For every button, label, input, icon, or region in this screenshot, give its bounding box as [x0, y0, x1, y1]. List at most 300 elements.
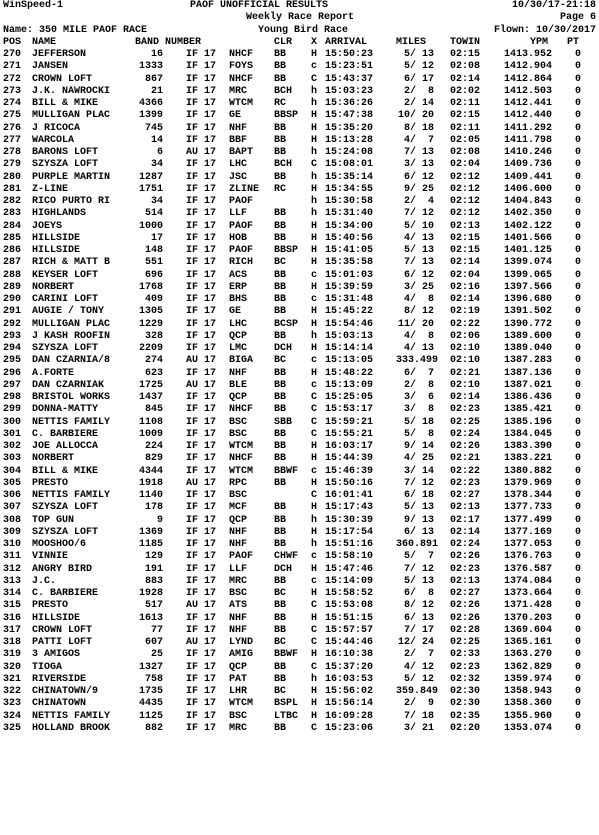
- cell-club: NHCF: [229, 73, 254, 85]
- cell-towin: 02:24: [450, 539, 481, 550]
- cell-pos: 285: [3, 232, 22, 244]
- table-row: [0, 441, 599, 453]
- cell-towin: 02:26: [450, 612, 481, 624]
- cell-club: GE: [229, 306, 242, 318]
- cell-clr: CHWF: [274, 551, 299, 563]
- cell-band: 1369: [138, 526, 163, 538]
- cell-club: NHF: [229, 624, 248, 636]
- cell-arrival: 15:44:46: [325, 637, 374, 648]
- cell-species: AU 17: [186, 477, 217, 489]
- table-row: [0, 331, 599, 343]
- cell-miles: 7/ 18: [404, 710, 435, 722]
- cell-arrival: 15:23:51: [325, 61, 374, 73]
- cell-pt: 0: [574, 171, 581, 183]
- cell-club: MRC: [229, 85, 248, 97]
- table-row: [0, 294, 599, 306]
- cell-miles: 5/ 18: [404, 416, 435, 428]
- cell-name: HILLSIDE: [32, 232, 81, 244]
- table-row: [0, 172, 599, 184]
- cell-sex: H: [310, 710, 317, 722]
- cell-clr: BB: [274, 404, 287, 416]
- cell-arrival: 15:37:20: [325, 661, 374, 673]
- cell-ypm: 1399.074: [503, 257, 552, 269]
- cell-sex: c: [310, 379, 317, 391]
- cell-species: AU 17: [186, 147, 217, 158]
- cell-club: PAT: [229, 673, 248, 685]
- cell-band: 1009: [138, 428, 163, 440]
- cell-miles: 11/ 20: [398, 318, 435, 330]
- header-line-2: [0, 12, 599, 24]
- col-ypm: YPM: [530, 36, 549, 48]
- cell-towin: 02:14: [450, 392, 481, 403]
- cell-miles: 3/ 8: [404, 404, 435, 416]
- cell-pt: 0: [574, 649, 581, 661]
- cell-sex: H: [310, 588, 317, 599]
- cell-club: FOYS: [229, 61, 254, 73]
- report-title: PAOF UNOFFICIAL RESULTS: [190, 0, 329, 11]
- cell-ypm: 1401.125: [503, 245, 552, 256]
- cell-towin: 02:10: [450, 379, 481, 391]
- cell-pt: 0: [574, 710, 581, 722]
- cell-pos: 291: [3, 306, 22, 318]
- cell-pos: 288: [3, 269, 22, 281]
- table-row: [0, 392, 599, 404]
- cell-clr: BB: [274, 171, 287, 183]
- cell-name: CROWN LOFT: [32, 624, 93, 636]
- cell-name: 3 AMIGOS: [32, 649, 81, 661]
- cell-club: BAPT: [229, 147, 254, 158]
- cell-miles: 7/ 12: [404, 477, 435, 489]
- table-row: [0, 613, 599, 625]
- cell-sex: c: [310, 61, 317, 73]
- table-row: [0, 429, 599, 441]
- cell-ypm: 1377.499: [503, 514, 552, 526]
- cell-clr: BB: [274, 526, 287, 538]
- cell-club: BSC: [229, 710, 248, 722]
- table-row: [0, 698, 599, 710]
- flown-date: Flown: 10/30/2017: [493, 24, 596, 36]
- cell-sex: H: [310, 502, 317, 514]
- cell-club: MRC: [229, 722, 248, 734]
- cell-club: MRC: [229, 575, 248, 587]
- cell-club: WTCM: [229, 465, 254, 477]
- cell-club: ACS: [229, 269, 248, 281]
- cell-clr: BB: [274, 306, 287, 318]
- cell-species: IF 17: [186, 343, 217, 354]
- cell-arrival: 16:03:53: [325, 673, 374, 685]
- cell-arrival: 16:03:17: [325, 441, 374, 452]
- cell-sex: C: [310, 624, 317, 636]
- cell-pos: 314: [3, 588, 22, 599]
- cell-miles: 4/ 13: [404, 232, 435, 244]
- cell-ypm: 1406.600: [503, 183, 552, 195]
- race-name: Name: 350 MILE PAOF RACE: [3, 24, 148, 36]
- cell-sex: C: [310, 490, 317, 501]
- cell-arrival: 15:59:21: [325, 416, 374, 428]
- cell-arrival: 15:30:39: [325, 514, 374, 526]
- cell-name: MULLIGAN PLAC: [32, 110, 111, 122]
- cell-pt: 0: [574, 441, 581, 452]
- cell-towin: 02:21: [450, 367, 481, 379]
- cell-species: IF 17: [186, 98, 217, 109]
- cell-towin: 02:08: [450, 61, 481, 73]
- cell-band: 17: [150, 232, 163, 244]
- cell-sex: c: [310, 465, 317, 477]
- cell-species: IF 17: [186, 624, 217, 636]
- cell-ypm: 1376.763: [503, 551, 552, 563]
- cell-pt: 0: [574, 588, 581, 599]
- cell-arrival: 15:13:09: [325, 379, 374, 391]
- cell-species: IF 17: [186, 612, 217, 624]
- cell-miles: 6/ 12: [404, 269, 435, 281]
- column-header-row: [0, 37, 599, 49]
- cell-arrival: 15:03:23: [325, 85, 374, 97]
- cell-miles: 5/ 13: [404, 245, 435, 256]
- cell-ypm: 1399.065: [503, 269, 552, 281]
- table-row: [0, 453, 599, 465]
- cell-band: 148: [144, 245, 163, 256]
- cell-species: IF 17: [186, 428, 217, 440]
- cell-sex: h: [310, 514, 317, 526]
- cell-pt: 0: [574, 637, 581, 648]
- cell-arrival: 15:44:39: [325, 453, 374, 465]
- header-line-1: [0, 0, 599, 12]
- cell-clr: BB: [274, 49, 287, 60]
- cell-pos: 271: [3, 61, 22, 73]
- cell-arrival: 15:14:09: [325, 575, 374, 587]
- cell-clr: BB: [274, 502, 287, 514]
- cell-sex: h: [310, 330, 317, 342]
- cell-towin: 02:23: [450, 563, 481, 575]
- cell-pt: 0: [574, 330, 581, 342]
- cell-name: SZYSZA LOFT: [32, 502, 99, 514]
- cell-clr: BB: [274, 612, 287, 624]
- cell-ypm: 1377.733: [503, 502, 552, 514]
- cell-arrival: 15:47:46: [325, 563, 374, 575]
- cell-pt: 0: [574, 404, 581, 416]
- table-row: [0, 61, 599, 73]
- cell-clr: BB: [274, 61, 287, 73]
- cell-pt: 0: [574, 612, 581, 624]
- cell-clr: BB: [274, 428, 287, 440]
- cell-ypm: 1412.440: [503, 110, 552, 122]
- cell-clr: LTBC: [274, 710, 299, 722]
- table-row: [0, 196, 599, 208]
- cell-arrival: 15:48:22: [325, 367, 374, 379]
- cell-towin: 02:12: [450, 196, 481, 207]
- cell-club: RPC: [229, 477, 248, 489]
- cell-band: 1125: [138, 710, 163, 722]
- cell-clr: BB: [274, 379, 287, 391]
- cell-clr: BC: [274, 355, 287, 367]
- cell-clr: BCH: [274, 159, 293, 171]
- cell-miles: 5/ 13: [404, 502, 435, 514]
- cell-band: 77: [150, 624, 163, 636]
- cell-band: 14: [150, 134, 163, 146]
- cell-band: 2209: [138, 343, 163, 354]
- cell-clr: BBSP: [274, 245, 299, 256]
- cell-towin: 02:23: [450, 661, 481, 673]
- cell-club: JSC: [229, 171, 248, 183]
- cell-band: 551: [144, 257, 163, 269]
- cell-pos: 298: [3, 392, 22, 403]
- header-line-3: [0, 25, 599, 37]
- cell-clr: BC: [274, 637, 287, 648]
- cell-towin: 02:30: [450, 698, 481, 710]
- col-arrival: ARRIVAL: [325, 36, 368, 48]
- cell-towin: 02:15: [450, 232, 481, 244]
- cell-towin: 02:10: [450, 343, 481, 354]
- cell-species: IF 17: [186, 294, 217, 305]
- cell-club: HOB: [229, 232, 248, 244]
- cell-pt: 0: [574, 539, 581, 550]
- cell-band: 4344: [138, 465, 163, 477]
- cell-pos: 297: [3, 379, 22, 391]
- cell-species: IF 17: [186, 453, 217, 465]
- cell-sex: H: [310, 257, 317, 269]
- cell-clr: BB: [274, 575, 287, 587]
- cell-pt: 0: [574, 343, 581, 354]
- cell-pt: 0: [574, 85, 581, 97]
- cell-band: 745: [144, 122, 163, 134]
- cell-pos: 283: [3, 208, 22, 220]
- cell-ypm: 1402.350: [503, 208, 552, 220]
- cell-pos: 284: [3, 220, 22, 232]
- cell-club: WTCM: [229, 98, 254, 109]
- cell-ypm: 1391.502: [503, 306, 552, 318]
- cell-band: 25: [150, 649, 163, 661]
- cell-towin: 02:14: [450, 526, 481, 538]
- cell-sex: h: [310, 171, 317, 183]
- cell-clr: BB: [274, 441, 287, 452]
- table-row: [0, 417, 599, 429]
- cell-band: 883: [144, 575, 163, 587]
- cell-sex: H: [310, 563, 317, 575]
- cell-sex: H: [310, 306, 317, 318]
- cell-miles: 10/ 20: [398, 110, 435, 122]
- cell-pos: 325: [3, 722, 22, 734]
- cell-arrival: 15:24:08: [325, 147, 374, 158]
- cell-miles: 6/ 18: [404, 490, 435, 501]
- cell-ypm: 1365.161: [503, 637, 552, 648]
- cell-sex: H: [310, 245, 317, 256]
- cell-clr: BB: [274, 330, 287, 342]
- cell-pt: 0: [574, 355, 581, 367]
- table-row: [0, 49, 599, 61]
- cell-clr: BB: [274, 294, 287, 305]
- cell-miles: 3/ 13: [404, 159, 435, 171]
- cell-miles: 6/ 8: [404, 588, 435, 599]
- cell-name: SZYSZA LOFT: [32, 159, 99, 171]
- cell-band: 1725: [138, 379, 163, 391]
- cell-clr: BB: [274, 269, 287, 281]
- cell-pos: 321: [3, 673, 22, 685]
- cell-sex: H: [310, 526, 317, 538]
- cell-name: C. BARBIERE: [32, 428, 99, 440]
- cell-pt: 0: [574, 159, 581, 171]
- cell-club: LLF: [229, 208, 248, 220]
- cell-clr: BB: [274, 208, 287, 220]
- cell-club: NHF: [229, 612, 248, 624]
- cell-club: BSC: [229, 416, 248, 428]
- col-towin: TOWIN: [450, 36, 481, 48]
- cell-towin: 02:17: [450, 514, 481, 526]
- cell-towin: 02:21: [450, 453, 481, 465]
- col-band: BAND NUMBER: [135, 36, 202, 48]
- cell-towin: 02:14: [450, 73, 481, 85]
- cell-band: 6: [156, 147, 163, 158]
- col-x: X: [311, 36, 318, 48]
- cell-band: 1437: [138, 392, 163, 403]
- cell-pt: 0: [574, 73, 581, 85]
- cell-species: IF 17: [186, 404, 217, 416]
- cell-pt: 0: [574, 49, 581, 60]
- cell-pt: 0: [574, 232, 581, 244]
- cell-club: BSC: [229, 588, 248, 599]
- cell-towin: 02:05: [450, 134, 481, 146]
- cell-band: 1613: [138, 612, 163, 624]
- cell-species: IF 17: [186, 196, 217, 207]
- cell-pos: 278: [3, 147, 22, 158]
- cell-pos: 302: [3, 441, 22, 452]
- cell-band: 758: [144, 673, 163, 685]
- cell-pt: 0: [574, 196, 581, 207]
- cell-name: NORBERT: [32, 281, 75, 293]
- cell-band: 1287: [138, 171, 163, 183]
- table-row: [0, 123, 599, 135]
- table-row: [0, 208, 599, 220]
- cell-name: BILL & MIKE: [32, 465, 99, 477]
- cell-club: BIGA: [229, 355, 254, 367]
- cell-pt: 0: [574, 208, 581, 220]
- cell-sex: C: [310, 637, 317, 648]
- cell-club: LMC: [229, 343, 248, 354]
- cell-species: IF 17: [186, 526, 217, 538]
- cell-pt: 0: [574, 673, 581, 685]
- cell-sex: H: [310, 318, 317, 330]
- cell-sex: h: [310, 539, 317, 550]
- cell-club: WTCM: [229, 441, 254, 452]
- cell-ypm: 1397.566: [503, 281, 552, 293]
- cell-sex: c: [310, 575, 317, 587]
- cell-species: IF 17: [186, 514, 217, 526]
- table-row: [0, 233, 599, 245]
- cell-clr: BB: [274, 453, 287, 465]
- cell-pos: 299: [3, 404, 22, 416]
- cell-pos: 289: [3, 281, 22, 293]
- cell-sex: c: [310, 294, 317, 305]
- cell-pos: 295: [3, 355, 22, 367]
- table-row: [0, 515, 599, 527]
- cell-towin: 02:11: [450, 122, 481, 134]
- cell-ypm: 1359.974: [503, 673, 552, 685]
- cell-sex: H: [310, 367, 317, 379]
- table-row: [0, 355, 599, 367]
- cell-species: IF 17: [186, 159, 217, 171]
- cell-pt: 0: [574, 661, 581, 673]
- cell-band: 34: [150, 196, 163, 207]
- cell-ypm: 1409.441: [503, 171, 552, 183]
- cell-pos: 311: [3, 551, 22, 563]
- cell-clr: BCH: [274, 85, 293, 97]
- cell-name: NETTIS FAMILY: [32, 416, 111, 428]
- cell-species: IF 17: [186, 85, 217, 97]
- cell-species: IF 17: [186, 698, 217, 710]
- cell-name: BILL & MIKE: [32, 98, 99, 109]
- cell-club: LYND: [229, 637, 254, 648]
- cell-band: 1333: [138, 61, 163, 73]
- cell-club: BLE: [229, 379, 248, 391]
- cell-species: IF 17: [186, 49, 217, 60]
- cell-club: PAOF: [229, 220, 254, 232]
- cell-arrival: 16:10:38: [325, 649, 374, 661]
- cell-pos: 292: [3, 318, 22, 330]
- cell-miles: 333.499: [396, 355, 439, 367]
- col-miles: MILES: [396, 36, 427, 48]
- cell-sex: H: [310, 49, 317, 60]
- cell-band: 16: [150, 49, 163, 60]
- table-row: [0, 649, 599, 661]
- cell-pos: 276: [3, 122, 22, 134]
- cell-ypm: 1383.390: [503, 441, 552, 452]
- cell-miles: 2/ 9: [404, 698, 435, 710]
- report-subtitle: Weekly Race Report: [246, 12, 355, 24]
- cell-ypm: 1358.943: [503, 686, 552, 697]
- cell-towin: 02:35: [450, 710, 481, 722]
- cell-arrival: 15:57:57: [325, 624, 374, 636]
- table-row: [0, 380, 599, 392]
- cell-ypm: 1389.600: [503, 330, 552, 342]
- cell-club: BSC: [229, 490, 248, 501]
- cell-club: LHR: [229, 686, 248, 697]
- table-row: [0, 221, 599, 233]
- cell-sex: H: [310, 698, 317, 710]
- page-number: Page 6: [559, 12, 596, 24]
- cell-name: PRESTO: [32, 477, 69, 489]
- cell-clr: BB: [274, 281, 287, 293]
- cell-arrival: 15:01:03: [325, 269, 374, 281]
- cell-band: 845: [144, 404, 163, 416]
- cell-pos: 294: [3, 343, 22, 354]
- cell-miles: 4/ 12: [404, 661, 435, 673]
- cell-ypm: 1363.270: [503, 649, 552, 661]
- cell-pos: 303: [3, 453, 22, 465]
- cell-pt: 0: [574, 698, 581, 710]
- cell-towin: 02:06: [450, 330, 481, 342]
- cell-miles: 7/ 13: [404, 257, 435, 269]
- cell-species: IF 17: [186, 330, 217, 342]
- cell-sex: h: [310, 85, 317, 97]
- cell-miles: 3/ 6: [404, 392, 435, 403]
- cell-sex: H: [310, 477, 317, 489]
- cell-species: AU 17: [186, 355, 217, 367]
- cell-clr: BB: [274, 477, 287, 489]
- table-row: [0, 319, 599, 331]
- cell-miles: 9/ 25: [404, 183, 435, 195]
- cell-towin: 02:15: [450, 245, 481, 256]
- cell-ypm: 1390.772: [503, 318, 552, 330]
- cell-arrival: 15:45:22: [325, 306, 374, 318]
- cell-ypm: 1378.344: [503, 490, 552, 501]
- cell-arrival: 15:17:43: [325, 502, 374, 514]
- cell-pos: 301: [3, 428, 22, 440]
- cell-sex: C: [310, 404, 317, 416]
- cell-clr: BB: [274, 661, 287, 673]
- cell-pt: 0: [574, 686, 581, 697]
- cell-miles: 4/ 8: [404, 330, 435, 342]
- cell-towin: 02:20: [450, 722, 481, 734]
- cell-miles: 2/ 8: [404, 85, 435, 97]
